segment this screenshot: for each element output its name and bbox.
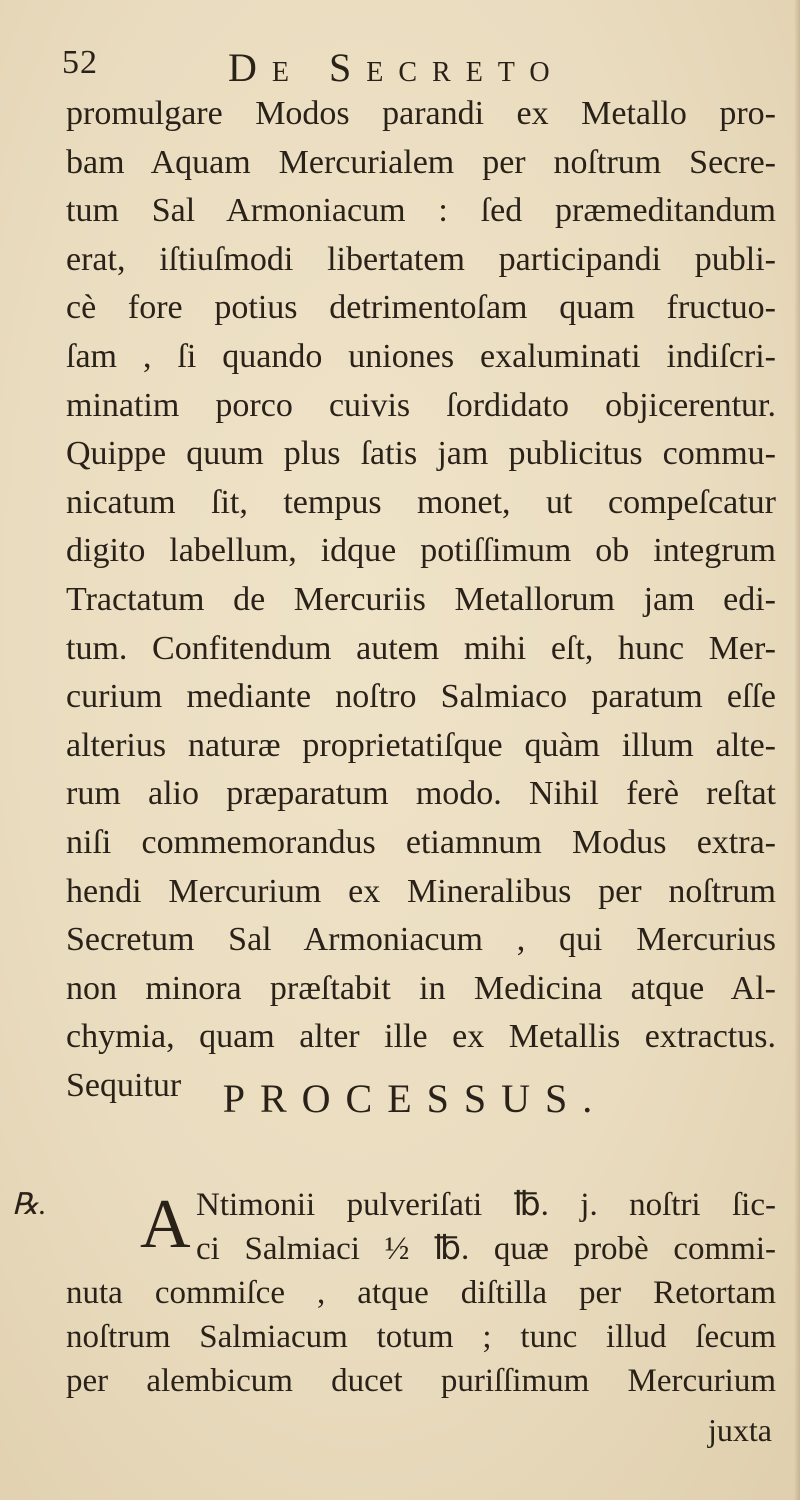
text-line: Secretum Sal Armoniacum , qui Mercurius	[66, 921, 776, 959]
page-header	[60, 44, 740, 94]
section-heading: PROCESSUS.	[222, 1076, 608, 1121]
text-line: erat, iſtiuſmodi libertatem participandi publi-	[66, 240, 776, 278]
text-line: chymia, quam alter ille ex Metallis extractus.	[66, 1018, 776, 1056]
body-text	[66, 90, 776, 1110]
text-line: alterius naturæ proprietatiſque quàm illum alte-	[66, 726, 776, 764]
text-line: per alembicum ducet puriſſimum Mercurium	[66, 1363, 776, 1399]
running-head: De Secreto	[228, 45, 565, 90]
text-line: nicatum ſit, tempus monet, ut compeſcatur	[66, 483, 776, 521]
text-line: rum alio præparatum modo. Nihil ferè reſtat	[66, 775, 776, 813]
text-line: nuta commiſce , atque diſtilla per Retortam	[66, 1275, 776, 1311]
text-line: Quippe quum plus ſatis jam publicitus commu-	[66, 435, 776, 473]
text-line: Ntimonii pulveriſati ℔. j. noſtri ſic-	[196, 1187, 776, 1223]
text-line: digito labellum, idque potiſſimum ob integrum	[66, 532, 776, 570]
text-line: ci Salmiaci ½ ℔. quæ probè commi-	[196, 1231, 776, 1267]
drop-cap: A	[140, 1186, 191, 1263]
text-line: bam Aquam Mercurialem per noſtrum Secre-	[66, 143, 776, 181]
recipe-symbol: ℞.	[12, 1188, 47, 1221]
text-line: niſi commemorandus etiamnum Modus extra-	[66, 823, 776, 861]
text-line: tum. Confitendum autem mihi eſt, hunc Mer-	[66, 629, 776, 667]
text-line: cè fore potius detrimentoſam quam fructuo-	[66, 289, 776, 327]
page-edge-shadow	[794, 0, 800, 1500]
text-line: tum Sal Armoniacum : ſed præmeditandum	[66, 192, 776, 230]
catchword: juxta	[708, 1412, 772, 1448]
text-line: noſtrum Salmiacum totum ; tunc illud ſecum	[66, 1319, 776, 1355]
text-line: curium mediante noſtro Salmiaco paratum eſſe	[66, 678, 776, 716]
text-line: promulgare Modos parandi ex Metallo pro-	[66, 95, 776, 132]
text-line: ſam , ſi quando uniones exaluminati indiſcri-	[66, 337, 776, 375]
page-number: 52	[62, 44, 98, 81]
text-line: Tractatum de Mercuriis Metallorum jam edi-	[66, 580, 776, 618]
text-line: non minora præſtabit in Medicina atque Al-	[66, 969, 776, 1007]
text-line: hendi Mercurium ex Mineralibus per noſtrum	[66, 872, 776, 910]
text-line: Sequitur	[66, 1066, 182, 1104]
text-line: minatim porco cuivis ſordidato objicerentur.	[66, 386, 776, 424]
recipe-text	[66, 1183, 776, 1403]
indented-lines	[66, 1183, 776, 1271]
